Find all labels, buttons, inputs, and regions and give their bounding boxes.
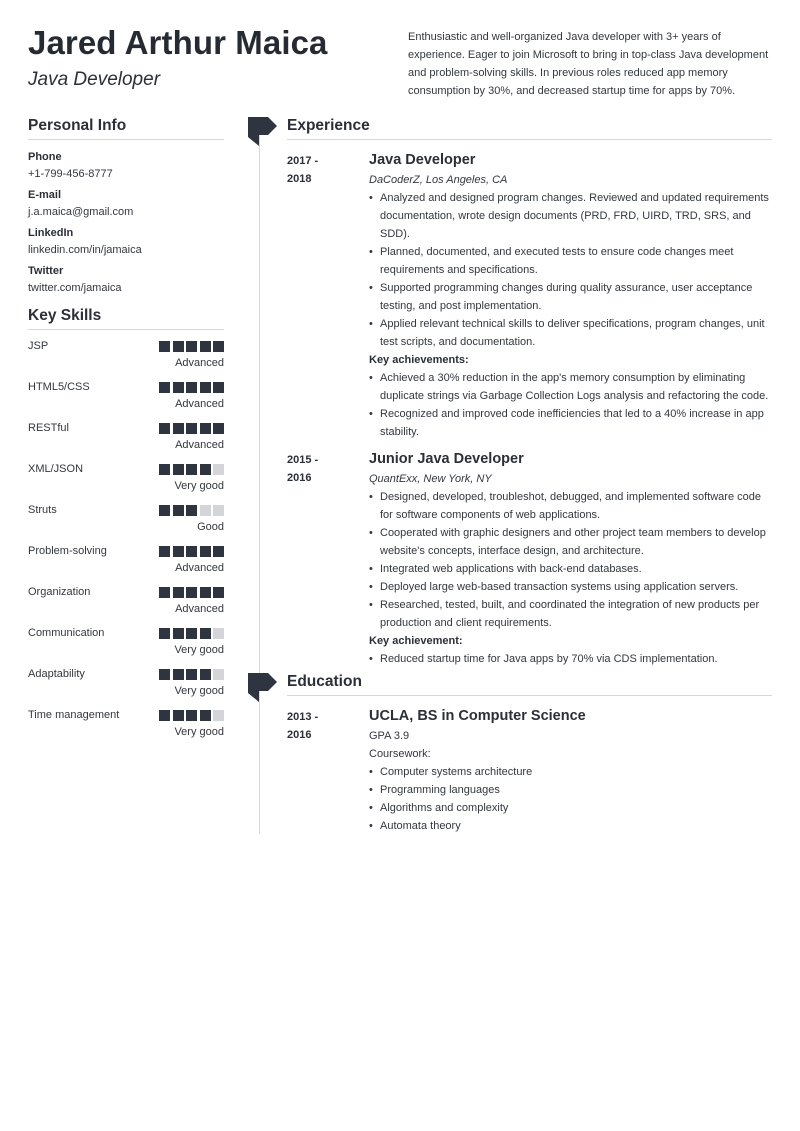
course-item: • Algorithms and complexity	[369, 799, 772, 817]
skill-level: Advanced	[175, 357, 224, 369]
rating-square-filled	[200, 587, 211, 598]
rating-square-filled	[173, 341, 184, 352]
rating-square-filled	[159, 341, 170, 352]
achievements-list	[369, 650, 772, 668]
skill-rating	[159, 669, 224, 680]
skill-row	[28, 379, 224, 420]
achievements-label: Key achievements:	[369, 354, 469, 366]
skill-rating	[159, 587, 224, 598]
job-title: Java Developer	[369, 152, 476, 168]
email-value: j.a.maica@gmail.com	[28, 206, 134, 218]
job-content	[369, 449, 772, 668]
coursework-list	[369, 763, 772, 835]
info-phone	[28, 150, 224, 181]
rating-square-filled	[173, 382, 184, 393]
info-label: Phone	[28, 151, 62, 163]
education-flag-icon	[248, 673, 278, 703]
job-content	[369, 150, 772, 441]
job-start: 2017 -	[287, 155, 319, 167]
skill-name: JSP	[28, 340, 49, 352]
course-item: • Automata theory	[369, 817, 772, 835]
job-company: DaCoderZ, Los Angeles, CA	[369, 174, 508, 186]
skill-level: Advanced	[175, 603, 224, 615]
experience-section	[287, 117, 772, 668]
skill-level: Very good	[174, 644, 224, 656]
achievement-item: • Achieved a 30% reduction in the app's memory consumption by eliminating duplicate strings via Garbage Collection Logs analysis and refactoring the code.	[369, 369, 772, 405]
duty-item: • Planned, documented, and executed tests to ensure code changes meet requirements and specifications.	[369, 243, 772, 279]
job-title: Junior Java Developer	[369, 451, 524, 467]
education-section	[287, 673, 772, 835]
skill-level: Advanced	[175, 562, 224, 574]
rating-square-filled	[159, 546, 170, 557]
rating-square-filled	[173, 423, 184, 434]
rating-square-empty	[213, 669, 224, 680]
rating-square-filled	[200, 382, 211, 393]
education-heading: Education	[287, 673, 772, 696]
phone-value: +1-799-456-8777	[28, 168, 113, 180]
skill-row	[28, 461, 224, 502]
rating-square-filled	[173, 546, 184, 557]
info-email	[28, 188, 224, 219]
rating-square-filled	[200, 710, 211, 721]
job-duties	[369, 488, 772, 632]
rating-square-empty	[213, 505, 224, 516]
personal-info-heading: Personal Info	[28, 117, 224, 140]
rating-square-filled	[173, 710, 184, 721]
job-end: 2016	[287, 472, 312, 484]
rating-square-filled	[213, 341, 224, 352]
skill-level: Very good	[174, 685, 224, 697]
rating-square-filled	[186, 382, 197, 393]
duty-item: • Supported programming changes during quality assurance, user acceptance testing, and post implementation.	[369, 279, 772, 315]
education-start: 2013 -	[287, 711, 319, 723]
job-dates	[287, 451, 347, 487]
rating-square-filled	[186, 628, 197, 639]
rating-square-filled	[186, 423, 197, 434]
achievements-label: Key achievement:	[369, 635, 463, 647]
info-label: E-mail	[28, 189, 62, 201]
rating-square-filled	[200, 546, 211, 557]
linkedin-value: linkedin.com/in/jamaica	[28, 244, 142, 256]
skill-rating	[159, 710, 224, 721]
education-entry	[287, 706, 772, 835]
skill-level: Good	[197, 521, 224, 533]
education-content	[369, 706, 772, 835]
experience-heading: Experience	[287, 117, 772, 140]
duty-item: • Cooperated with graphic designers and other project team members to develop website's concepts, interface design, and architecture.	[369, 524, 772, 560]
skill-row	[28, 584, 224, 625]
rating-square-filled	[186, 669, 197, 680]
skill-rating	[159, 546, 224, 557]
skill-row	[28, 707, 224, 748]
skill-level: Very good	[174, 726, 224, 738]
job-start: 2015 -	[287, 454, 319, 466]
timeline-line	[259, 135, 260, 834]
rating-square-empty	[213, 710, 224, 721]
skill-name: Struts	[28, 504, 57, 516]
gpa-value: GPA 3.9	[369, 730, 410, 742]
rating-square-filled	[159, 423, 170, 434]
coursework-label: Coursework:	[369, 748, 431, 760]
skill-name: Time management	[28, 709, 120, 721]
skill-row	[28, 338, 224, 379]
skill-name: Adaptability	[28, 668, 85, 680]
duty-item: • Researched, tested, built, and coordinated the integration of new products per production and client requirements.	[369, 596, 772, 632]
rating-square-filled	[200, 423, 211, 434]
rating-square-filled	[186, 546, 197, 557]
rating-square-filled	[186, 505, 197, 516]
rating-square-filled	[159, 505, 170, 516]
candidate-name: Jared Arthur Maica	[28, 24, 328, 61]
rating-square-empty	[213, 464, 224, 475]
duty-item: • Analyzed and designed program changes. Reviewed and updated requirements documentation, wrote design documents (PRD, FRD, UIRD, TRD, SRS, and SDD).	[369, 189, 772, 243]
education-dates	[287, 708, 347, 744]
skill-row	[28, 625, 224, 666]
rating-square-filled	[159, 628, 170, 639]
rating-square-filled	[200, 669, 211, 680]
rating-square-filled	[159, 464, 170, 475]
info-label: Twitter	[28, 265, 64, 277]
job-end: 2018	[287, 173, 312, 185]
course-item: • Computer systems architecture	[369, 763, 772, 781]
skill-name: HTML5/CSS	[28, 381, 90, 393]
skill-rating	[159, 423, 224, 434]
duty-item: • Integrated web applications with back-end databases.	[369, 560, 772, 578]
info-linkedin	[28, 226, 224, 257]
achievements-list	[369, 369, 772, 441]
skill-level: Advanced	[175, 398, 224, 410]
duty-item: • Applied relevant technical skills to deliver specifications, program changes, unit test scripts, and documentation.	[369, 315, 772, 351]
skill-name: XML/JSON	[28, 463, 84, 475]
job-entry	[287, 150, 772, 441]
rating-square-filled	[173, 587, 184, 598]
skill-rating	[159, 382, 224, 393]
skill-name: Organization	[28, 586, 91, 598]
rating-square-filled	[186, 341, 197, 352]
personal-info-list	[28, 150, 224, 295]
profile-summary: Enthusiastic and well-organized Java developer with 3+ years of experience. Eager to join Microsoft to bring in top-class Java development and problem-solving skills. In previous roles reduced app memory consumption by 30%, and decreased startup time for apps by 70%.	[408, 31, 769, 97]
rating-square-filled	[200, 464, 211, 475]
rating-square-filled	[186, 710, 197, 721]
skill-level: Advanced	[175, 439, 224, 451]
rating-square-empty	[200, 505, 211, 516]
achievement-item: • Recognized and improved code inefficiencies that led to a 40% increase in app stability.	[369, 405, 772, 441]
rating-square-filled	[186, 587, 197, 598]
skill-rating	[159, 341, 224, 352]
skill-row	[28, 666, 224, 707]
rating-square-filled	[213, 423, 224, 434]
rating-square-filled	[159, 587, 170, 598]
duty-item: • Deployed large web-based transaction systems using application servers.	[369, 578, 772, 596]
rating-square-filled	[173, 464, 184, 475]
rating-square-filled	[213, 546, 224, 557]
rating-square-filled	[200, 628, 211, 639]
rating-square-filled	[173, 505, 184, 516]
skill-row	[28, 420, 224, 461]
key-skills-heading: Key Skills	[28, 307, 224, 330]
rating-square-filled	[173, 628, 184, 639]
rating-square-filled	[159, 710, 170, 721]
rating-square-filled	[173, 669, 184, 680]
info-label: LinkedIn	[28, 227, 74, 239]
skill-rating	[159, 464, 224, 475]
left-column	[28, 117, 224, 748]
skill-level: Very good	[174, 480, 224, 492]
skill-rating	[159, 505, 224, 516]
rating-square-empty	[213, 628, 224, 639]
skill-row	[28, 543, 224, 584]
skill-row	[28, 502, 224, 543]
skill-name: Communication	[28, 627, 105, 639]
rating-square-filled	[200, 341, 211, 352]
education-end: 2016	[287, 729, 312, 741]
skills-list	[28, 338, 224, 748]
job-duties	[369, 189, 772, 351]
rating-square-filled	[159, 669, 170, 680]
skill-name: RESTful	[28, 422, 69, 434]
experience-flag-icon	[248, 117, 278, 147]
candidate-title: Java Developer	[28, 69, 161, 90]
skill-rating	[159, 628, 224, 639]
degree-title: UCLA, BS in Computer Science	[369, 708, 586, 724]
info-twitter	[28, 264, 224, 295]
skill-name: Problem-solving	[28, 545, 107, 557]
job-dates	[287, 152, 347, 188]
rating-square-filled	[186, 464, 197, 475]
duty-item: • Designed, developed, troubleshot, debugged, and implemented software code for software components of web applications.	[369, 488, 772, 524]
course-item: • Programming languages	[369, 781, 772, 799]
job-entry	[287, 449, 772, 668]
rating-square-filled	[213, 382, 224, 393]
job-company: QuantExx, New York, NY	[369, 473, 492, 485]
achievement-item: • Reduced startup time for Java apps by 70% via CDS implementation.	[369, 650, 772, 668]
rating-square-filled	[213, 587, 224, 598]
rating-square-filled	[159, 382, 170, 393]
twitter-value: twitter.com/jamaica	[28, 282, 122, 294]
